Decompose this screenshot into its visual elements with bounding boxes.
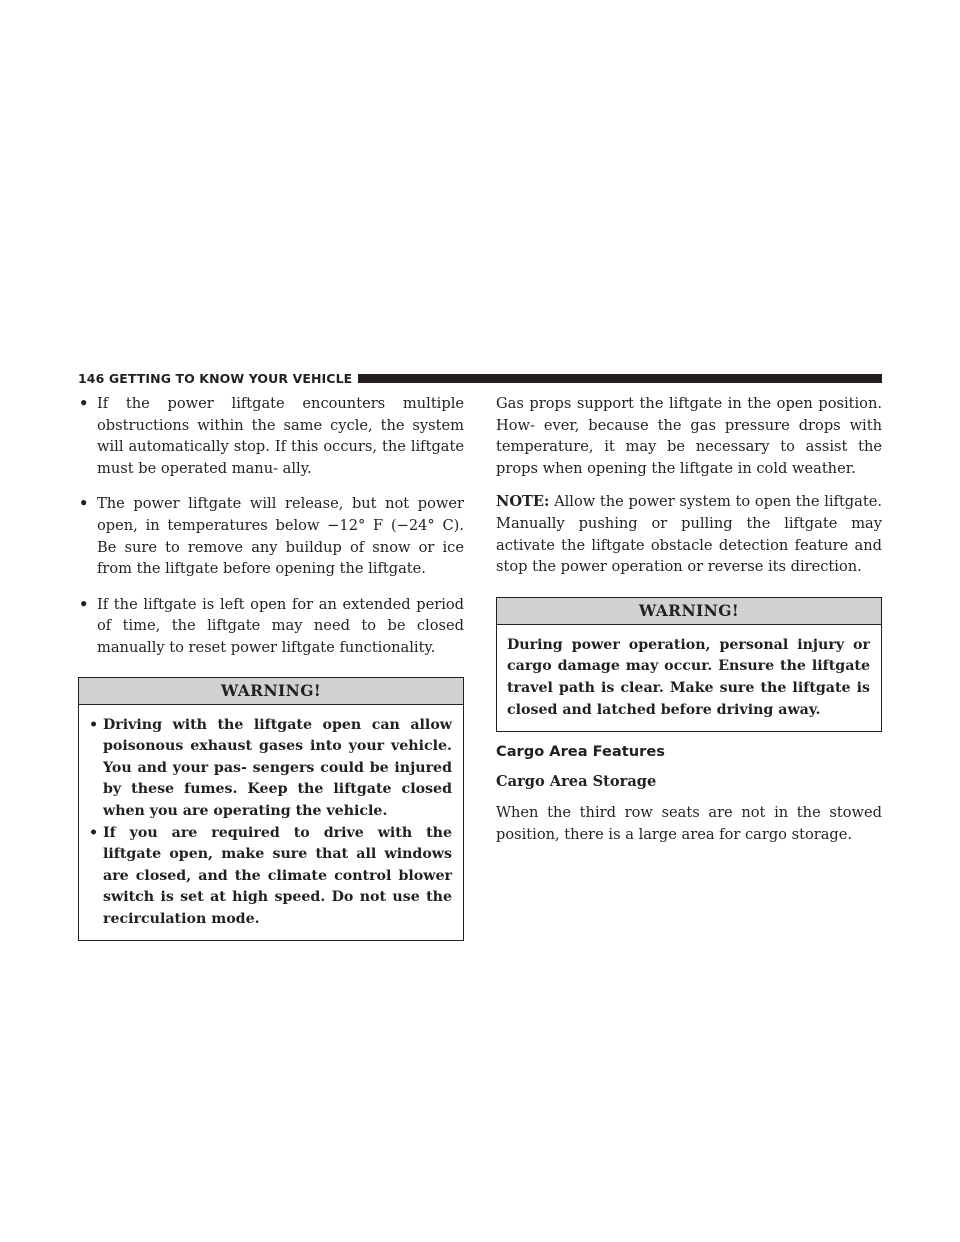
left-column: [78, 393, 464, 941]
page-header: [78, 371, 882, 385]
note-label: NOTE:: [496, 493, 550, 511]
warning-title: WARNING!: [79, 678, 463, 705]
bullet-glyph: •: [79, 495, 89, 513]
warning-item-text: Driving with the liftgate open can allow poisonous exhaust gases into your vehicle. You and your pas- sengers could be injured by these fumes. Keep the liftgate closed when you are operating the vehicle.: [103, 716, 452, 819]
cargo-storage-paragraph: When the third row seats are not in the stowed position, there is a large area for cargo storage.: [496, 804, 882, 843]
note-paragraph: [496, 491, 882, 577]
list-item: [78, 594, 464, 659]
list-item-text: The power liftgate will release, but not power open, in temperatures below −12° F (−24° C). Be sure to remove any buildup of snow or ice from the liftgate before opening the liftgate.: [97, 495, 464, 578]
warning-text: During power operation, personal injury or cargo damage may occur. Ensure the liftgate travel path is clear. Make sure the liftgate is closed and latched before driving away.: [507, 636, 870, 718]
liftgate-bullet-list: [78, 393, 464, 659]
warning-item: [89, 823, 452, 931]
bullet-glyph: •: [79, 595, 89, 613]
bullet-glyph: •: [89, 716, 99, 733]
right-column: [496, 393, 882, 845]
warning-item: [89, 715, 452, 823]
list-item: [78, 493, 464, 579]
list-item: [78, 393, 464, 479]
note-text: Allow the power system to open the liftgate. Manually pushing or pulling the liftgate may activate the liftgate obstacle detection feature and stop the power operation or reverse its direction.: [496, 493, 882, 576]
warning-list: [89, 715, 452, 931]
list-item-text: If the liftgate is left open for an extended period of time, the liftgate may need to be closed manually to reset power liftgate functionality.: [97, 595, 464, 656]
header-rule: [358, 374, 882, 383]
exhaust-warning-box: [78, 677, 464, 942]
warning-title: WARNING!: [497, 598, 881, 625]
warning-body: [497, 625, 881, 731]
warning-body: [79, 705, 463, 941]
bullet-glyph: •: [79, 395, 89, 412]
sub-heading: Cargo Area Storage: [496, 773, 657, 791]
gas-props-paragraph: Gas props support the liftgate in the open position. How- ever, because the gas pressure drops with temperature, it may be necessary to assist the props when opening the liftgate in cold weather.: [496, 395, 882, 477]
page-header-text: 146 GETTING TO KNOW YOUR VEHICLE: [78, 370, 353, 386]
power-operation-warning-box: [496, 597, 882, 732]
list-item-text: If the power liftgate encounters multiple obstructions within the same cycle, the system will automatically stop. If this occurs, the liftgate must be operated manu- ally.: [97, 395, 464, 477]
bullet-glyph: •: [89, 824, 99, 841]
warning-item-text: If you are required to drive with the liftgate open, make sure that all windows are closed, and the climate control blower switch is set at high speed. Do not use the recirculation mode.: [103, 824, 452, 927]
section-heading: Cargo Area Features: [496, 743, 665, 761]
